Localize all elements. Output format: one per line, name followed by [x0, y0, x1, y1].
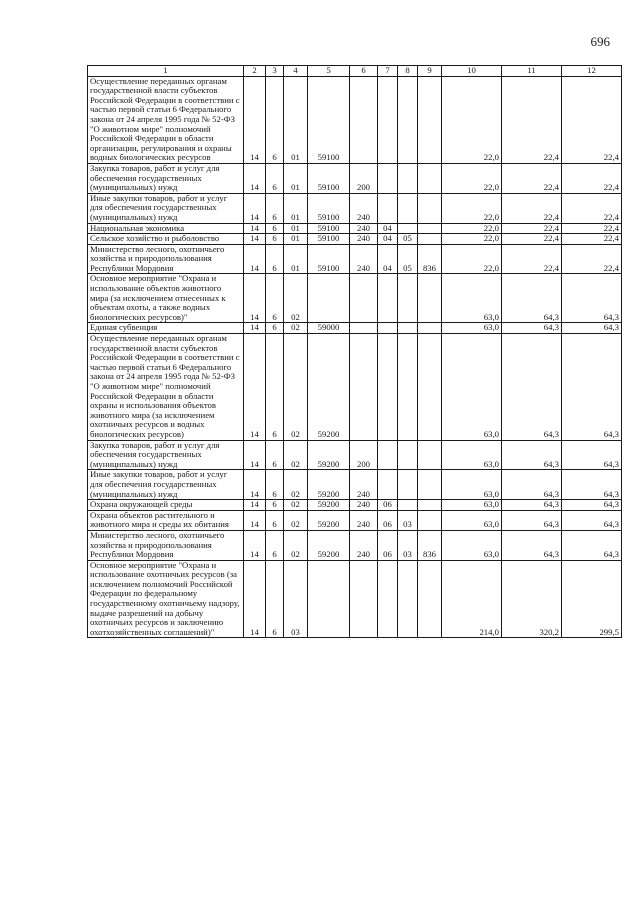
- column-header: 1: [88, 66, 244, 77]
- cell-col10: 22,0: [442, 193, 502, 223]
- cell-col3: 6: [266, 470, 284, 500]
- row-name: Осуществление переданных органам государственной власти субъектов Российской Федерации в соответствии с частью первой статьи 6 Федерального закона от 24 апреля 1995 года № 52-ФЗ "О животном мире" полномочий Российской Федерации в области организации, регулирования и охраны водных биологических ресурсов: [88, 76, 244, 163]
- cell-col8: [398, 163, 418, 193]
- column-header: 10: [442, 66, 502, 77]
- cell-col9: [418, 234, 442, 245]
- cell-col10: 22,0: [442, 163, 502, 193]
- column-header: 9: [418, 66, 442, 77]
- cell-col5: 59200: [308, 500, 350, 511]
- cell-col2: 14: [244, 500, 266, 511]
- row-name: Основное мероприятие "Охрана и использование охотничьих ресурсов (за исключением полномочий Российской Федерации по федеральному государственному охотничьему надзору, выдаче разрешений на добычу охотничьих ресурсов и заключению охотхозяйственных соглашений)": [88, 560, 244, 638]
- cell-col11: 64,3: [502, 530, 562, 560]
- cell-col7: [378, 440, 398, 470]
- cell-col8: [398, 76, 418, 163]
- cell-col5: 59200: [308, 440, 350, 470]
- cell-col4: 02: [284, 470, 308, 500]
- cell-col9: [418, 323, 442, 334]
- cell-col10: 22,0: [442, 76, 502, 163]
- cell-col9: 836: [418, 244, 442, 274]
- cell-col6: [350, 274, 378, 323]
- cell-col3: 6: [266, 334, 284, 441]
- column-header: 11: [502, 66, 562, 77]
- cell-col6: [350, 560, 378, 638]
- cell-col10: 22,0: [442, 223, 502, 234]
- cell-col9: [418, 334, 442, 441]
- cell-col2: 14: [244, 510, 266, 530]
- cell-col12: 22,4: [562, 76, 622, 163]
- cell-col8: [398, 440, 418, 470]
- cell-col2: 14: [244, 163, 266, 193]
- cell-col11: 64,3: [502, 334, 562, 441]
- cell-col2: 14: [244, 76, 266, 163]
- header-row: [88, 66, 622, 77]
- cell-col12: 64,3: [562, 500, 622, 511]
- cell-col9: [418, 274, 442, 323]
- cell-col8: 03: [398, 530, 418, 560]
- cell-col7: 04: [378, 234, 398, 245]
- cell-col3: 6: [266, 323, 284, 334]
- cell-col10: 22,0: [442, 234, 502, 245]
- table-row: [88, 500, 622, 511]
- cell-col9: [418, 500, 442, 511]
- cell-col10: 214,0: [442, 560, 502, 638]
- cell-col4: 02: [284, 510, 308, 530]
- cell-col3: 6: [266, 223, 284, 234]
- cell-col3: 6: [266, 244, 284, 274]
- row-name: Охрана окружающей среды: [88, 500, 244, 511]
- cell-col8: [398, 560, 418, 638]
- cell-col11: 320,2: [502, 560, 562, 638]
- table-row: [88, 193, 622, 223]
- cell-col3: 6: [266, 76, 284, 163]
- cell-col8: [398, 274, 418, 323]
- table-row: [88, 223, 622, 234]
- cell-col3: 6: [266, 193, 284, 223]
- cell-col3: 6: [266, 530, 284, 560]
- cell-col12: 64,3: [562, 530, 622, 560]
- cell-col4: 02: [284, 274, 308, 323]
- column-header: 6: [350, 66, 378, 77]
- cell-col4: 02: [284, 500, 308, 511]
- cell-col4: 01: [284, 163, 308, 193]
- cell-col9: [418, 76, 442, 163]
- row-name: Осуществление переданных органам государственной власти субъектов Российской Федерации в соответствии с частью первой статьи 6 Федерального закона от 24 апреля 1995 года № 52-ФЗ "О животном мире" полномочий Российской Федерации в области охраны и использования объектов животного мира (за исключением охотничьих ресурсов и водных биологических ресурсов): [88, 334, 244, 441]
- cell-col8: [398, 500, 418, 511]
- cell-col2: 14: [244, 244, 266, 274]
- cell-col12: 22,4: [562, 244, 622, 274]
- cell-col4: 01: [284, 244, 308, 274]
- cell-col9: [418, 193, 442, 223]
- cell-col4: 02: [284, 323, 308, 334]
- cell-col9: [418, 560, 442, 638]
- cell-col11: 64,3: [502, 510, 562, 530]
- cell-col11: 64,3: [502, 274, 562, 323]
- cell-col10: 63,0: [442, 334, 502, 441]
- cell-col5: 59000: [308, 323, 350, 334]
- cell-col7: [378, 76, 398, 163]
- cell-col2: 14: [244, 530, 266, 560]
- row-name: Сельское хозяйство и рыболовство: [88, 234, 244, 245]
- cell-col7: 06: [378, 500, 398, 511]
- cell-col8: [398, 334, 418, 441]
- page-number: 696: [590, 34, 610, 49]
- cell-col11: 64,3: [502, 500, 562, 511]
- cell-col5: 59100: [308, 163, 350, 193]
- cell-col12: 64,3: [562, 334, 622, 441]
- cell-col7: [378, 163, 398, 193]
- cell-col6: 240: [350, 234, 378, 245]
- cell-col5: 59200: [308, 510, 350, 530]
- cell-col7: 04: [378, 244, 398, 274]
- table-row: [88, 76, 622, 163]
- cell-col6: 240: [350, 244, 378, 274]
- cell-col4: 01: [284, 234, 308, 245]
- cell-col9: 836: [418, 530, 442, 560]
- cell-col5: 59100: [308, 76, 350, 163]
- cell-col6: 240: [350, 193, 378, 223]
- cell-col4: 01: [284, 193, 308, 223]
- cell-col11: 22,4: [502, 234, 562, 245]
- table-row: [88, 334, 622, 441]
- cell-col6: [350, 334, 378, 441]
- cell-col6: 240: [350, 510, 378, 530]
- row-name: Национальная экономика: [88, 223, 244, 234]
- cell-col8: 05: [398, 244, 418, 274]
- row-name: Охрана объектов растительного и животного мира и среды их обитания: [88, 510, 244, 530]
- cell-col11: 22,4: [502, 223, 562, 234]
- cell-col4: 02: [284, 334, 308, 441]
- cell-col10: 63,0: [442, 470, 502, 500]
- cell-col7: 06: [378, 530, 398, 560]
- cell-col5: 59100: [308, 244, 350, 274]
- cell-col11: 22,4: [502, 193, 562, 223]
- cell-col12: 64,3: [562, 274, 622, 323]
- cell-col7: [378, 323, 398, 334]
- cell-col8: 03: [398, 510, 418, 530]
- cell-col11: 22,4: [502, 76, 562, 163]
- cell-col2: 14: [244, 334, 266, 441]
- cell-col7: [378, 193, 398, 223]
- cell-col11: 64,3: [502, 470, 562, 500]
- cell-col2: 14: [244, 234, 266, 245]
- cell-col5: [308, 274, 350, 323]
- cell-col2: 14: [244, 274, 266, 323]
- cell-col6: [350, 323, 378, 334]
- cell-col10: 63,0: [442, 530, 502, 560]
- cell-col10: 63,0: [442, 500, 502, 511]
- cell-col2: 14: [244, 323, 266, 334]
- budget-table: [87, 65, 622, 638]
- table-row: [88, 530, 622, 560]
- row-name: Основное мероприятие "Охрана и использование объектов животного мира (за исключением отнесенных к объектам охоты, а также водных биологических ресурсов)": [88, 274, 244, 323]
- table-row: [88, 323, 622, 334]
- cell-col4: 02: [284, 530, 308, 560]
- column-header: 12: [562, 66, 622, 77]
- cell-col7: 04: [378, 223, 398, 234]
- cell-col5: 59100: [308, 223, 350, 234]
- cell-col6: 240: [350, 530, 378, 560]
- cell-col9: [418, 440, 442, 470]
- cell-col11: 22,4: [502, 244, 562, 274]
- cell-col3: 6: [266, 560, 284, 638]
- table-row: [88, 560, 622, 638]
- cell-col3: 6: [266, 440, 284, 470]
- cell-col8: [398, 193, 418, 223]
- table-row: [88, 440, 622, 470]
- row-name: Министерство лесного, охотничьего хозяйства и природопользования Республики Мордовия: [88, 244, 244, 274]
- cell-col2: 14: [244, 560, 266, 638]
- row-name: Иные закупки товаров, работ и услуг для обеспечения государственных (муниципальных) нужд: [88, 470, 244, 500]
- column-header: 3: [266, 66, 284, 77]
- cell-col12: 64,3: [562, 440, 622, 470]
- cell-col12: 64,3: [562, 323, 622, 334]
- cell-col9: [418, 223, 442, 234]
- cell-col6: 240: [350, 500, 378, 511]
- cell-col12: 64,3: [562, 470, 622, 500]
- cell-col5: 59200: [308, 530, 350, 560]
- column-header: 2: [244, 66, 266, 77]
- cell-col2: 14: [244, 193, 266, 223]
- cell-col4: 01: [284, 223, 308, 234]
- row-name: Закупка товаров, работ и услуг для обеспечения государственных (муниципальных) нужд: [88, 440, 244, 470]
- cell-col6: 240: [350, 223, 378, 234]
- cell-col2: 14: [244, 223, 266, 234]
- cell-col12: 22,4: [562, 193, 622, 223]
- table-row: [88, 244, 622, 274]
- cell-col12: 299,5: [562, 560, 622, 638]
- cell-col10: 63,0: [442, 323, 502, 334]
- cell-col3: 6: [266, 274, 284, 323]
- table-row: [88, 510, 622, 530]
- cell-col8: [398, 223, 418, 234]
- cell-col7: [378, 470, 398, 500]
- cell-col6: 200: [350, 163, 378, 193]
- cell-col7: [378, 274, 398, 323]
- cell-col5: 59100: [308, 234, 350, 245]
- cell-col12: 22,4: [562, 234, 622, 245]
- table-row: [88, 163, 622, 193]
- cell-col9: [418, 470, 442, 500]
- cell-col11: 64,3: [502, 440, 562, 470]
- cell-col7: [378, 560, 398, 638]
- cell-col10: 63,0: [442, 440, 502, 470]
- cell-col10: 22,0: [442, 244, 502, 274]
- column-header: 4: [284, 66, 308, 77]
- table-row: [88, 234, 622, 245]
- cell-col12: 64,3: [562, 510, 622, 530]
- cell-col2: 14: [244, 470, 266, 500]
- cell-col9: [418, 163, 442, 193]
- row-name: Закупка товаров, работ и услуг для обеспечения государственных (муниципальных) нужд: [88, 163, 244, 193]
- cell-col6: 200: [350, 440, 378, 470]
- cell-col5: 59200: [308, 470, 350, 500]
- cell-col9: [418, 510, 442, 530]
- cell-col12: 22,4: [562, 163, 622, 193]
- row-name: Иные закупки товаров, работ и услуг для обеспечения государственных (муниципальных) нужд: [88, 193, 244, 223]
- cell-col2: 14: [244, 440, 266, 470]
- cell-col11: 22,4: [502, 163, 562, 193]
- cell-col8: 05: [398, 234, 418, 245]
- cell-col3: 6: [266, 500, 284, 511]
- cell-col6: 240: [350, 470, 378, 500]
- column-header: 5: [308, 66, 350, 77]
- cell-col3: 6: [266, 510, 284, 530]
- cell-col5: 59200: [308, 334, 350, 441]
- cell-col11: 64,3: [502, 323, 562, 334]
- cell-col3: 6: [266, 163, 284, 193]
- table-row: [88, 470, 622, 500]
- cell-col4: 03: [284, 560, 308, 638]
- cell-col10: 63,0: [442, 274, 502, 323]
- cell-col7: [378, 334, 398, 441]
- cell-col4: 02: [284, 440, 308, 470]
- cell-col12: 22,4: [562, 223, 622, 234]
- cell-col7: 06: [378, 510, 398, 530]
- cell-col8: [398, 470, 418, 500]
- column-header: 7: [378, 66, 398, 77]
- cell-col6: [350, 76, 378, 163]
- row-name: Министерство лесного, охотничьего хозяйства и природопользования Республики Мордовия: [88, 530, 244, 560]
- cell-col4: 01: [284, 76, 308, 163]
- cell-col10: 63,0: [442, 510, 502, 530]
- column-header: 8: [398, 66, 418, 77]
- cell-col3: 6: [266, 234, 284, 245]
- row-name: Единая субвенция: [88, 323, 244, 334]
- cell-col5: [308, 560, 350, 638]
- table-row: [88, 274, 622, 323]
- cell-col8: [398, 323, 418, 334]
- cell-col5: 59100: [308, 193, 350, 223]
